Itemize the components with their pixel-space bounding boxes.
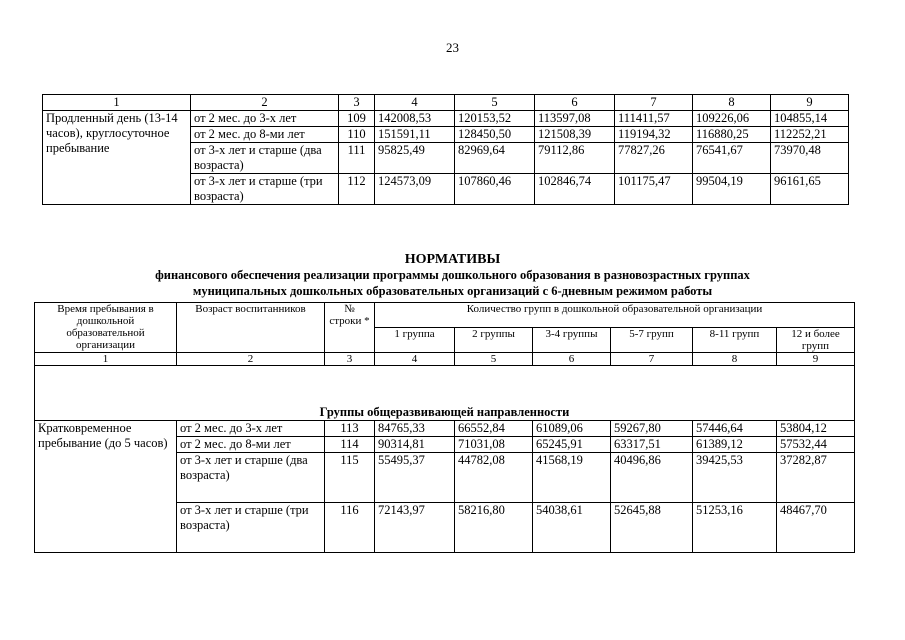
line-number-cell: 113	[325, 421, 375, 437]
age-cell: от 3-х лет и старше (два возраста)	[177, 453, 325, 503]
value-cell: 121508,39	[535, 127, 615, 143]
value-cell: 48467,70	[777, 503, 855, 553]
header-cell: 6	[535, 95, 615, 111]
age-cell: от 2 мес. до 8-ми лет	[191, 127, 339, 143]
value-cell: 44782,08	[455, 453, 533, 503]
table-row	[43, 111, 849, 127]
header-cell: 2	[191, 95, 339, 111]
value-cell: 63317,51	[611, 437, 693, 453]
document-subtitle-line2: муниципальных дошкольных образовательных организаций с 6-дневным режимом работы	[192, 284, 713, 298]
value-cell: 66552,84	[455, 421, 533, 437]
value-cell: 101175,47	[615, 174, 693, 205]
value-cell: 96161,65	[771, 174, 849, 205]
value-cell: 104855,14	[771, 111, 849, 127]
value-cell: 39425,53	[693, 453, 777, 503]
line-number-cell: 112	[339, 174, 375, 205]
value-cell: 61389,12	[693, 437, 777, 453]
value-cell: 82969,64	[455, 143, 535, 174]
value-cell: 57446,64	[693, 421, 777, 437]
category-cell: Продленный день (13-14 часов), круглосуточное пребывание	[43, 111, 191, 205]
table-head-row	[35, 303, 855, 328]
value-cell: 113597,08	[535, 111, 615, 127]
head-group-cell: 8-11 групп	[693, 328, 777, 353]
value-cell: 59267,80	[611, 421, 693, 437]
value-cell: 65245,91	[533, 437, 611, 453]
line-number-cell: 115	[325, 453, 375, 503]
line-number-cell: 116	[325, 503, 375, 553]
value-cell: 77827,26	[615, 143, 693, 174]
head-time-cell: Время пребывания в дошкольной образовательной организации	[35, 303, 177, 353]
document-title: НОРМАТИВЫ	[404, 252, 501, 267]
value-cell: 54038,61	[533, 503, 611, 553]
value-cell: 71031,08	[455, 437, 533, 453]
header-cell: 9	[771, 95, 849, 111]
section-title: Группы общеразвивающей направленности	[35, 366, 855, 421]
value-cell: 107860,46	[455, 174, 535, 205]
value-cell: 109226,06	[693, 111, 771, 127]
column-number: 9	[777, 353, 855, 366]
value-cell: 41568,19	[533, 453, 611, 503]
column-number: 2	[177, 353, 325, 366]
value-cell: 37282,87	[777, 453, 855, 503]
column-number: 7	[611, 353, 693, 366]
age-cell: от 3-х лет и старше (три возраста)	[177, 503, 325, 553]
head-group-cell: 2 группы	[455, 328, 533, 353]
table-norms	[34, 302, 855, 553]
table-top-header-row	[43, 95, 849, 111]
age-cell: от 3-х лет и старше (два возраста)	[191, 143, 339, 174]
line-number-cell: 110	[339, 127, 375, 143]
value-cell: 128450,50	[455, 127, 535, 143]
column-number: 5	[455, 353, 533, 366]
head-group-cell: 5-7 групп	[611, 328, 693, 353]
head-group-cell: 1 группа	[375, 328, 455, 353]
head-line-cell: № строки *	[325, 303, 375, 353]
column-number: 6	[533, 353, 611, 366]
section-row	[35, 366, 855, 421]
head-group-cell: 3-4 группы	[533, 328, 611, 353]
document-subtitle: финансового обеспечения реализации программы дошкольного образования в разновозрастных группах	[155, 268, 750, 282]
value-cell: 90314,81	[375, 437, 455, 453]
value-cell: 116880,25	[693, 127, 771, 143]
value-cell: 79112,86	[535, 143, 615, 174]
value-cell: 53804,12	[777, 421, 855, 437]
value-cell: 40496,86	[611, 453, 693, 503]
age-cell: от 2 мес. до 8-ми лет	[177, 437, 325, 453]
head-age-cell: Возраст воспитанников	[177, 303, 325, 353]
column-number-row	[35, 353, 855, 366]
value-cell: 76541,67	[693, 143, 771, 174]
value-cell: 51253,16	[693, 503, 777, 553]
header-cell: 1	[43, 95, 191, 111]
category-cell: Кратковременное пребывание (до 5 часов)	[35, 421, 177, 553]
column-number: 8	[693, 353, 777, 366]
header-cell: 7	[615, 95, 693, 111]
page-number: 23	[446, 40, 459, 55]
column-number: 1	[35, 353, 177, 366]
header-cell: 8	[693, 95, 771, 111]
value-cell: 95825,49	[375, 143, 455, 174]
value-cell: 119194,32	[615, 127, 693, 143]
line-number-cell: 114	[325, 437, 375, 453]
header-cell: 5	[455, 95, 535, 111]
header-cell: 3	[339, 95, 375, 111]
value-cell: 142008,53	[375, 111, 455, 127]
age-cell: от 3-х лет и старше (три возраста)	[191, 174, 339, 205]
value-cell: 99504,19	[693, 174, 771, 205]
value-cell: 72143,97	[375, 503, 455, 553]
value-cell: 58216,80	[455, 503, 533, 553]
value-cell: 120153,52	[455, 111, 535, 127]
header-cell: 4	[375, 95, 455, 111]
value-cell: 57532,44	[777, 437, 855, 453]
table-top	[42, 94, 849, 205]
value-cell: 124573,09	[375, 174, 455, 205]
age-cell: от 2 мес. до 3-х лет	[177, 421, 325, 437]
value-cell: 84765,33	[375, 421, 455, 437]
value-cell: 112252,21	[771, 127, 849, 143]
head-groups-title: Количество групп в дошкольной образовательной организации	[375, 303, 855, 328]
value-cell: 73970,48	[771, 143, 849, 174]
head-group-cell: 12 и более групп	[777, 328, 855, 353]
column-number: 4	[375, 353, 455, 366]
table-row	[35, 421, 855, 437]
line-number-cell: 111	[339, 143, 375, 174]
column-number: 3	[325, 353, 375, 366]
value-cell: 111411,57	[615, 111, 693, 127]
value-cell: 52645,88	[611, 503, 693, 553]
value-cell: 55495,37	[375, 453, 455, 503]
value-cell: 61089,06	[533, 421, 611, 437]
age-cell: от 2 мес. до 3-х лет	[191, 111, 339, 127]
value-cell: 151591,11	[375, 127, 455, 143]
line-number-cell: 109	[339, 111, 375, 127]
value-cell: 102846,74	[535, 174, 615, 205]
